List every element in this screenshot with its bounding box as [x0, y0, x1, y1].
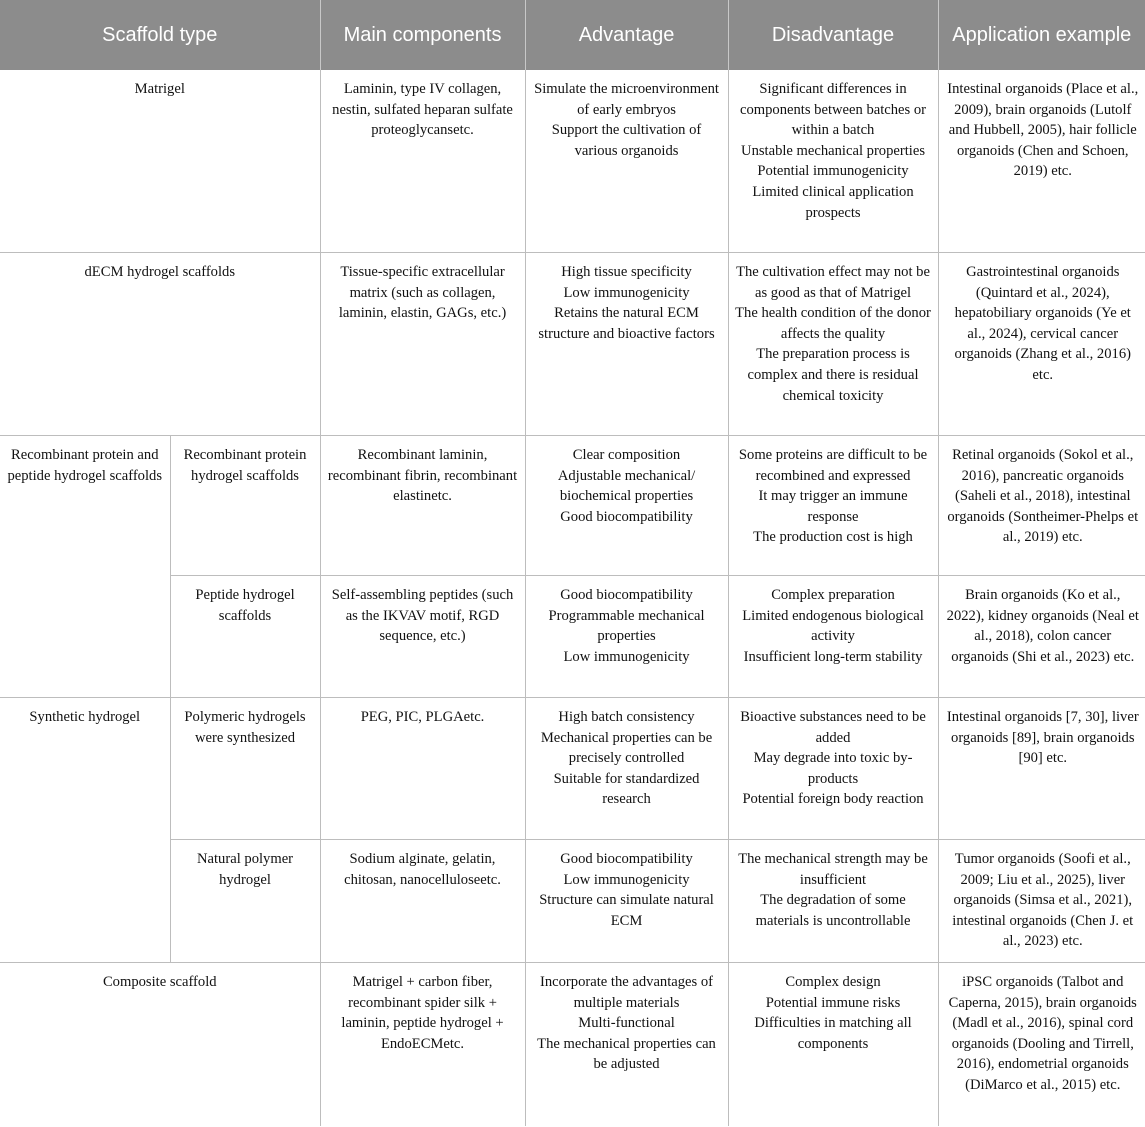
advantage-item: Support the cultivation of various organoids: [551, 122, 702, 159]
components-cell: Laminin, type IV collagen, nestin, sulfated heparan sulfate proteoglycansetc.: [320, 70, 525, 253]
advantage-cell: [525, 963, 728, 1127]
components-cell: Self-assembling peptides (such as the IKVAV motif, RGD sequence, etc.): [320, 576, 525, 698]
header-application-example: Application example: [938, 0, 1145, 70]
application-cell: Intestinal organoids (Place et al., 2009), brain organoids (Lutolf and Hubbell, 2005), hair follicle organoids (Chen and Schoen, 2019) etc.: [938, 70, 1145, 253]
header-advantage: Advantage: [525, 0, 728, 70]
advantage-cell: [525, 698, 728, 840]
advantage-item: Retains the natural ECM structure and bioactive factors: [538, 305, 715, 342]
scaffold-group-cell: Recombinant protein and peptide hydrogel scaffolds: [0, 436, 170, 698]
disadvantage-item: Unstable mechanical properties: [741, 142, 925, 159]
advantage-item: Incorporate the advantages of multiple materials: [540, 974, 714, 1011]
header-row: [0, 0, 1145, 70]
advantage-item: Simulate the microenvironment of early embryos: [534, 81, 719, 118]
disadvantage-item: The preparation process is complex and there is residual chemical toxicity: [747, 346, 919, 404]
components-cell: Sodium alginate, gelatin, chitosan, nanocelluloseetc.: [320, 840, 525, 963]
application-cell: Gastrointestinal organoids (Quintard et al., 2024), hepatobiliary organoids (Ye et al., 2024), cervical cancer organoids (Zhang et al., 2016) etc.: [938, 253, 1145, 436]
scaffold-type-cell: Composite scaffold: [0, 963, 320, 1127]
application-cell: Brain organoids (Ko et al., 2022), kidney organoids (Neal et al., 2018), colon cancer organoids (Shi et al., 2023) etc.: [938, 576, 1145, 698]
advantage-item: High batch consistency: [558, 709, 695, 725]
advantage-item: Structure can simulate natural ECM: [539, 892, 714, 929]
components-cell: Matrigel + carbon fiber, recombinant spider silk + laminin, peptide hydrogel + EndoECMetc.: [320, 963, 525, 1127]
disadvantage-item: Potential foreign body reaction: [742, 791, 924, 808]
advantage-item: Good biocompatibility: [560, 508, 693, 525]
advantage-cell: [525, 70, 728, 253]
advantage-item: Good biocompatibility: [560, 587, 693, 603]
advantage-item: Multi-functional: [578, 1015, 675, 1032]
disadvantage-item: Potential immune risks: [765, 994, 901, 1011]
components-cell: Recombinant laminin, recombinant fibrin, recombinant elastinetc.: [320, 436, 525, 576]
disadvantage-item: Difficulties in matching all components: [754, 1015, 912, 1052]
disadvantage-item: It may trigger an immune response: [758, 488, 908, 525]
header-disadvantage: Disadvantage: [728, 0, 938, 70]
scaffold-subtype-cell: Peptide hydrogel scaffolds: [170, 576, 320, 698]
disadvantage-item: Complex design: [785, 974, 881, 990]
disadvantage-item: Complex preparation: [771, 587, 895, 603]
header-scaffold-type: Scaffold type: [0, 0, 320, 70]
disadvantage-item: Some proteins are difficult to be recombined and expressed: [738, 447, 928, 484]
scaffold-group-cell: Synthetic hydrogel: [0, 698, 170, 963]
disadvantage-item: The degradation of some materials is uncontrollable: [755, 892, 911, 929]
header-main-components: Main components: [320, 0, 525, 70]
advantage-item: The mechanical properties can be adjusted: [537, 1035, 716, 1073]
disadvantage-item: The cultivation effect may not be as good as that of Matrigel: [736, 264, 930, 301]
application-cell: iPSC organoids (Talbot and Caperna, 2015), brain organoids (Madl et al., 2016), spinal cord organoids (Dooling and Tirrell, 2016), endometrial organoids (DiMarco et al., 2015) etc.: [948, 974, 1137, 1093]
components-cell: PEG, PIC, PLGAetc.: [320, 698, 525, 840]
disadvantage-item: Insufficient long-term stability: [743, 648, 923, 665]
table-row: [0, 840, 1145, 963]
application-cell: Intestinal organoids [7, 30], liver organoids [89], brain organoids [90] etc.: [938, 698, 1145, 840]
disadvantage-item: The production cost is high: [753, 529, 913, 546]
application-cell: Tumor organoids (Soofi et al., 2009; Liu et al., 2025), liver organoids (Simsa et al., 2021), intestinal organoids (Chen J. et al., 2023) etc.: [938, 840, 1145, 963]
disadvantage-cell: [728, 576, 938, 698]
advantage-cell: [525, 840, 728, 963]
disadvantage-item: The mechanical strength may be insufficient: [738, 851, 928, 888]
table-row: [0, 70, 1145, 253]
advantage-cell: [525, 253, 728, 436]
disadvantage-item: Limited endogenous biological activity: [742, 607, 924, 645]
table-row: [0, 436, 1145, 576]
advantage-item: Low immunogenicity: [563, 871, 690, 888]
table-row: [0, 576, 1145, 698]
disadvantage-item: Bioactive substances need to be added: [740, 709, 926, 746]
advantage-item: Programmable mechanical properties: [548, 607, 705, 645]
scaffold-subtype-cell: Natural polymer hydrogel: [170, 840, 320, 963]
table-row: [0, 963, 1145, 1127]
advantage-cell: [525, 436, 728, 576]
application-cell: Retinal organoids (Sokol et al., 2016), pancreatic organoids (Saheli et al., 2018), intestinal organoids (Sontheimer-Phelps et al., 2019) etc.: [938, 436, 1145, 576]
scaffold-type-cell: Matrigel: [0, 70, 320, 253]
advantage-item: Suitable for standardized research: [553, 770, 700, 808]
disadvantage-item: The health condition of the donor affects the quality: [735, 305, 931, 342]
disadvantage-cell: [728, 253, 938, 436]
disadvantage-item: May degrade into toxic by-products: [753, 750, 913, 787]
components-cell: Tissue-specific extracellular matrix (such as collagen, laminin, elastin, GAGs, etc.): [320, 253, 525, 436]
scaffold-subtype-cell: Recombinant protein hydrogel scaffolds: [170, 436, 320, 576]
advantage-item: Good biocompatibility: [560, 851, 693, 867]
table-row: [0, 253, 1145, 436]
disadvantage-cell: [728, 840, 938, 963]
disadvantage-cell: [728, 70, 938, 253]
disadvantage-cell: [728, 963, 938, 1127]
scaffold-type-cell: dECM hydrogel scaffolds: [0, 253, 320, 436]
disadvantage-item: Significant differences in components between batches or within a batch: [740, 81, 927, 139]
advantage-item: Low immunogenicity: [563, 648, 690, 665]
advantage-cell: [525, 576, 728, 698]
disadvantage-item: Limited clinical application prospects: [752, 183, 914, 221]
advantage-item: Mechanical properties can be precisely controlled: [540, 729, 713, 767]
advantage-item: Adjustable mechanical/ biochemical properties: [557, 467, 696, 505]
scaffold-subtype-cell: Polymeric hydrogels were synthesized: [170, 698, 320, 840]
advantage-item: Clear composition: [572, 447, 681, 463]
disadvantage-cell: [728, 698, 938, 840]
disadvantage-cell: [728, 436, 938, 576]
advantage-item: Low immunogenicity: [563, 284, 690, 301]
table-row: [0, 698, 1145, 840]
advantage-item: High tissue specificity: [561, 264, 692, 280]
disadvantage-item: Potential immunogenicity: [757, 163, 909, 180]
